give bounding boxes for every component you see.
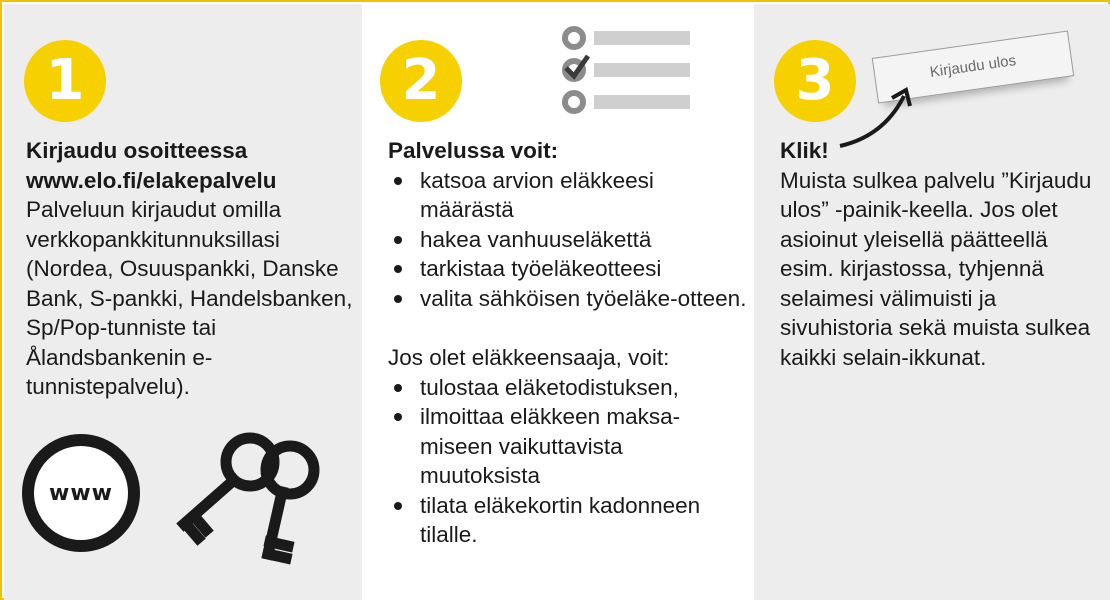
list-item: tarkistaa työeläkeotteesi — [388, 254, 748, 284]
www-icon — [22, 434, 140, 552]
step-1-text — [26, 136, 356, 402]
keys-icon — [164, 424, 344, 574]
list-item: valita sähköisen työeläke-otteen. — [388, 284, 748, 314]
step-1-heading-line1: Kirjaudu osoitteessa — [26, 138, 248, 163]
logout-button-illustration: Kirjaudu ulos — [872, 30, 1074, 103]
step-2-list — [388, 166, 748, 314]
step-3-heading: Klik! — [780, 138, 829, 163]
step-2-panel — [362, 4, 754, 600]
step-2-text — [388, 136, 748, 550]
step-1-number: 1 — [24, 40, 106, 122]
step-3-text — [780, 136, 1105, 372]
step-3-number: 3 — [774, 40, 856, 122]
step-2-heading: Palvelussa voit: — [388, 138, 559, 163]
list-item: tulostaa eläketodistuksen, — [388, 373, 748, 403]
step-2-number: 2 — [380, 40, 462, 122]
step-1-panel — [4, 4, 362, 600]
list-item: hakea vanhuuseläkettä — [388, 225, 748, 255]
www-label: www — [49, 480, 113, 506]
pensioner-list — [388, 373, 748, 550]
pensioner-heading: Jos olet eläkkeensaaja, voit: — [388, 345, 670, 370]
step-3-body: Muista sulkea palvelu ”Kirjaudu ulos” -painik-keella. Jos olet asioinut yleisellä päätteellä esim. kirjastossa, tyhjennä selaimesi välimuisti ja sivuhistoria sekä muista sulkea kaikki selain-ikkunat. — [780, 167, 1092, 370]
list-item: katsoa arvion eläkkeesi määrästä — [388, 166, 748, 225]
step-1-heading-line2: www.elo.fi/elakepalvelu — [26, 167, 277, 193]
step-3-panel — [754, 4, 1110, 600]
checklist-icon — [562, 18, 692, 118]
step-1-body: Palveluun kirjaudut omilla verkkopankkitunnuksillasi (Nordea, Osuuspankki, Danske Bank, S-pankki, Handelsbanken, Sp/Pop-tunniste tai Ålandsbankenin e-tunnistepalvelu). — [26, 197, 353, 399]
list-item: tilata eläkekortin kadonneen tilalle. — [388, 491, 748, 550]
list-item: ilmoittaa eläkkeen maksa-miseen vaikuttavista muutoksista — [388, 402, 748, 491]
